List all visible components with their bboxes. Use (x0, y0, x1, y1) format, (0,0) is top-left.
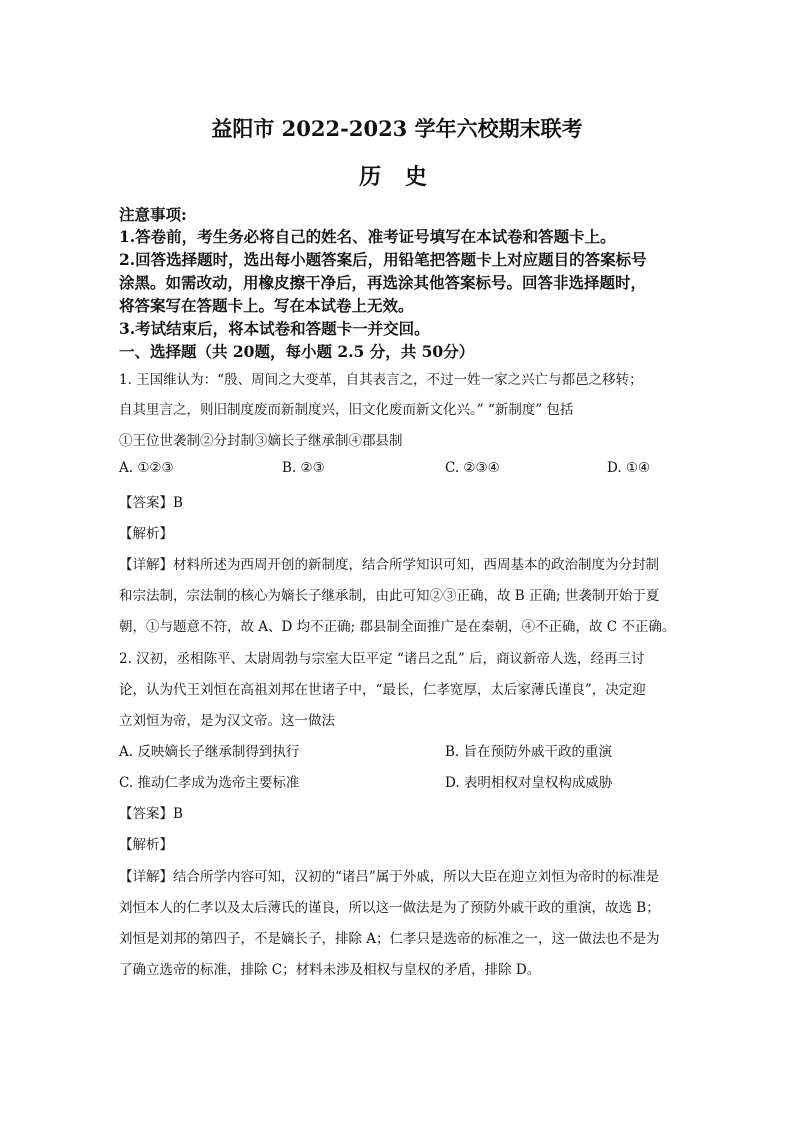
q1-option-d: D. ①④ (607, 460, 651, 476)
q2-detail-line: 刘恒本人的仁孝以及太后薄氏的谨良，所以这一做法是为了预防外戚干政的重演，故选 B； (119, 900, 660, 916)
notice-item: 2.回答选择题时，选出每小题答案后，用铅笔把答题卡上对应题目的答案标号 (119, 250, 647, 269)
notice-item: 将答案写在答题卡上。写在本试卷上无效。 (119, 296, 414, 315)
q2-option-a: A. 反映嫡长子继承制得到执行 (119, 744, 300, 760)
question-1-text: 自其里言之，则旧制度废而新制度兴，旧文化废而新文化兴。” “新制度” 包括 (119, 402, 574, 418)
subject-title: 历 史 (359, 164, 435, 190)
q2-detail-line: 刘恒是刘邦的第四子，不是嫡长子，排除 A；仁孝只是选帝的标准之一，这一做法也不是为 (119, 931, 660, 947)
question-1-text: ①王位世袭制②分封制③嫡长子继承制④郡县制 (119, 433, 403, 449)
question-2-text: 论，认为代王刘恒在高祖刘邦在世诸子中，“最长，仁孝宽厚，太后家薄氏谨良”，决定迎 (119, 682, 646, 698)
notice-item: 3.考试结束后，将本试卷和答题卡一并交回。 (119, 319, 430, 338)
q2-analysis-label: 【解析】 (119, 837, 173, 853)
question-1-text: 1. 王国维认为：“殷、周间之大变革，自其表言之，不过一姓一家之兴亡与都邑之移转； (119, 372, 643, 388)
q1-detail-line: 【详解】材料所述为西周开创的新制度，结合所学知识可知，西周基本的政治制度为分封制 (119, 557, 659, 573)
q2-answer: 【答案】B (119, 806, 183, 822)
q1-option-a: A. ①②③ (119, 460, 174, 476)
q1-detail-line: 朝，①与题意不符，故 A、D 均不正确; 郡县制全面推广是在秦朝，④不正确，故 C 不正确。 (119, 619, 676, 635)
q2-option-b: B. 旨在预防外戚干政的重演 (445, 744, 613, 760)
q2-detail-line: 了确立选帝的标准，排除 C；材料未涉及相权与皇权的矛盾，排除 D。 (119, 962, 541, 978)
q1-option-c: C. ②③④ (445, 460, 500, 476)
notice-heading: 注意事项: (119, 205, 187, 224)
q1-option-b: B. ②③ (282, 460, 325, 476)
q1-detail-line: 和宗法制，宗法制的核心为嫡长子继承制，由此可知②③正确，故 B 正确; 世袭制开始于夏 (119, 588, 660, 604)
exam-title: 益阳市 2022-2023 学年六校期末联考 (211, 116, 583, 141)
q1-answer: 【答案】B (119, 495, 183, 511)
section-heading: 一、选择题（共 20题，每小题 2.5 分，共 50分） (119, 342, 475, 361)
question-2-text: 立刘恒为帝，是为汉文帝。这一做法 (119, 713, 335, 729)
q1-analysis-label: 【解析】 (119, 526, 173, 542)
q2-option-c: C. 推动仁孝成为选帝主要标准 (119, 775, 300, 791)
q2-option-d: D. 表明相权对皇权构成威胁 (445, 775, 613, 791)
question-2-text: 2. 汉初，丞相陈平、太尉周勃与宗室大臣平定 “诸吕之乱” 后，商议新帝人选，经再三讨 (119, 651, 645, 667)
notice-item: 1.答卷前，考生务必将自己的姓名、准考证号填写在本试卷和答题卡上。 (119, 227, 616, 246)
notice-item: 涂黑。如需改动，用橡皮擦干净后，再选涂其他答案标号。回答非选择题时， (119, 273, 647, 292)
q2-detail-line: 【详解】结合所学内容可知，汉初的“诸吕”属于外戚，所以大臣在迎立刘恒为帝时的标准是 (119, 869, 660, 885)
